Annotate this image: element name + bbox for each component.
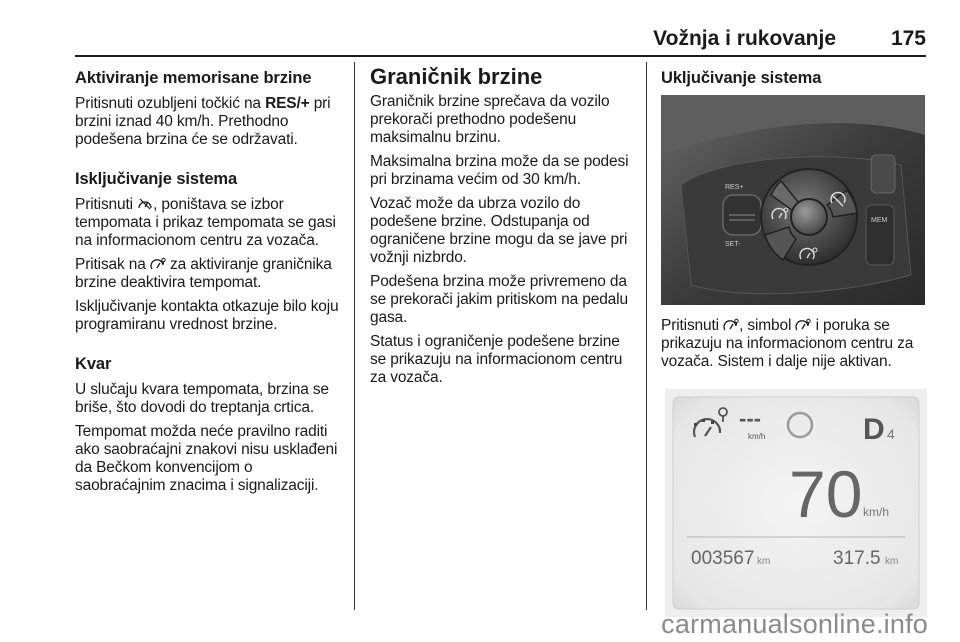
watermark: carmanualsonline.info (661, 609, 928, 639)
page-header (75, 27, 926, 55)
instrument-cluster-display (665, 389, 927, 617)
res-plus-label: RES+ (725, 184, 744, 191)
trip-value: 317.5 (833, 548, 881, 569)
paragraph-limiter-4: Podešena brzina može privremeno da se prekorači jakim pritiskom na pedalu gasa. (370, 273, 628, 326)
mem-button (866, 205, 894, 265)
gear-indicator: D (863, 413, 885, 446)
heading-activation: Aktiviranje memorisane brzine (75, 69, 312, 87)
column-divider-2 (646, 62, 647, 610)
trip-unit: km (885, 556, 899, 567)
paragraph-limiter-3: Vozač može da ubrza vozilo do podešene brzine. Odstupanja od ograničene brzine mogu da se jave pri vožnji nizbrdo. (370, 195, 628, 266)
paragraph-fault: U slučaju kvara tempomata, brzina se briše, što dovodi do treptanja crtica. (75, 381, 329, 416)
speed-limiter-icon (723, 318, 739, 332)
column-divider-1 (354, 62, 355, 610)
paragraph-limiter-5: Status i ograničenje podešene brzine se prikazuju na informacionom centru za vozača. (370, 333, 623, 386)
paragraph-limiter-press: Pritisak na za aktiviranje graničnika brzine deaktivira tempomat. (75, 256, 332, 291)
paragraph-traffic-signs: Tempomat možda neće pravilno raditi ako saobraćajni znakovi nisu usklađeni da Bečkom konvencijom o saobraćajnim znacima i signalizaciji. (75, 423, 338, 494)
heading-on: Uključivanje sistema (661, 69, 822, 87)
chapter-title: Vožnja i rukovanje (653, 27, 836, 50)
page-number: 175 (890, 27, 926, 50)
center-knob (791, 199, 827, 235)
paragraph-on: Pritisnuti , simbol i poruka se prikazuju na informacionom centru za vozača. Sistem i dalje nije aktivan. (661, 317, 914, 370)
paragraph-off: Pritisnuti , poništava se izbor tempomata i prikaz tempomata se gasi na informacionom centru za vozača. (75, 196, 336, 249)
paragraph-limiter-1: Graničnik brzine sprečava da vozilo prekorači prethodno podešenu maksimalnu brzinu. (370, 93, 610, 146)
steering-wheel-controls-photo (661, 95, 925, 305)
column-2 (370, 62, 638, 393)
speed-limiter-symbol-icon (795, 318, 811, 332)
mem-label: MEM (871, 217, 888, 224)
heading-fault: Kvar (75, 355, 112, 373)
cruise-cancel-icon (137, 197, 153, 211)
res-label: RES/+ (265, 95, 310, 112)
heading-speed-limiter: Graničnik brzine (370, 64, 543, 89)
column-3 (661, 62, 931, 617)
odometer-unit: km (757, 556, 771, 567)
current-speed: 70 (789, 457, 863, 531)
set-speed-unit: km/h (748, 432, 766, 441)
paragraph-ignition: Isključivanje kontakta otkazuje bilo koju programiranu vrednost brzine. (75, 298, 339, 333)
set-speed-dashes: --- (739, 406, 761, 431)
paragraph-activation: Pritisnuti ozubljeni točkić na RES/+ pri brzini iznad 40 km/h. Prethodno podešena brzina će se održavati. (75, 95, 331, 148)
paragraph-limiter-2: Maksimalna brzina može da se podesi pri brzinama većim od 30 km/h. (370, 153, 629, 188)
column-1 (75, 62, 345, 501)
set-minus-label: SET- (725, 241, 741, 248)
current-speed-unit: km/h (863, 505, 890, 519)
heading-off: Isključivanje sistema (75, 170, 238, 188)
odometer-value: 003567 (691, 548, 755, 569)
header-rule (75, 55, 926, 57)
speed-limiter-icon (150, 257, 166, 271)
gear-number: 4 (887, 426, 895, 442)
